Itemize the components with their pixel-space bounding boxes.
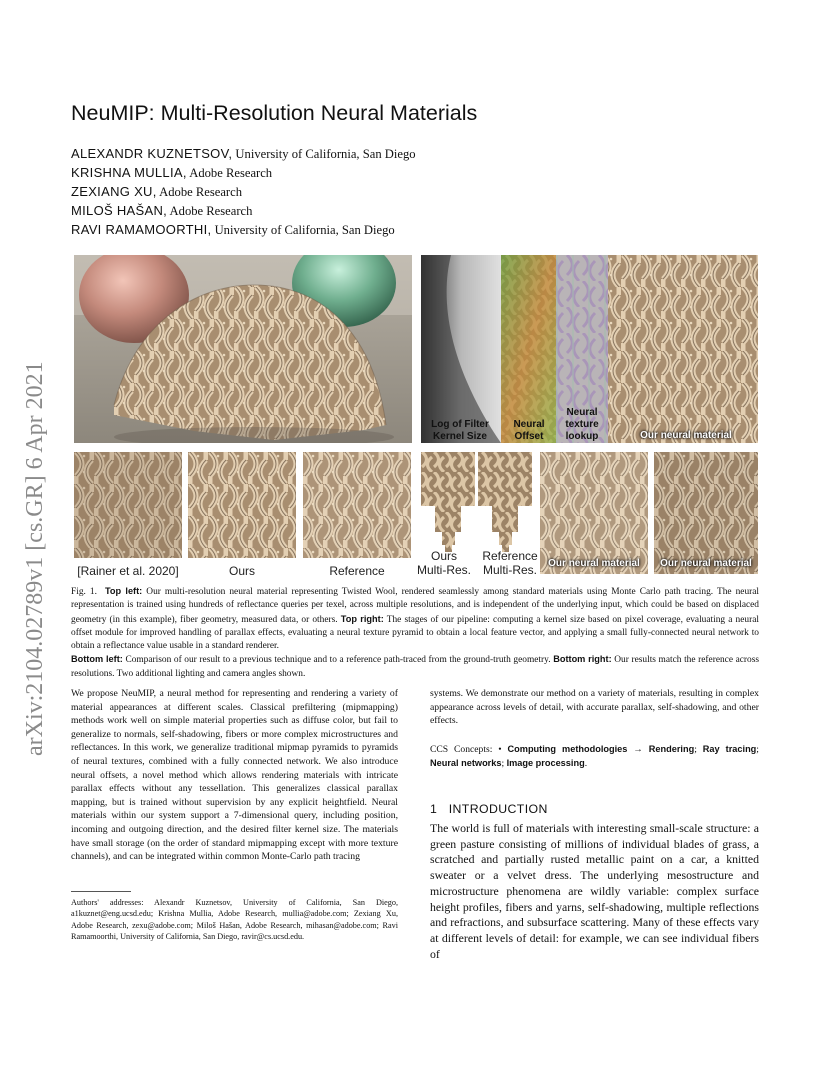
arxiv-text: arXiv:2104.02789v1 [cs.GR] 6 Apr 2021 <box>22 361 48 756</box>
render-scene <box>74 255 412 443</box>
author-affiliation: University of California, San Diego <box>214 223 395 237</box>
main-render-panel <box>74 255 412 443</box>
neural-material-label-a: Our neural material <box>548 558 640 569</box>
abstract-text: We propose NeuMIP, a neural method for representing and rendering a variety of material appearances at different scales. Classical prefiltering (mipmapping) methods work well on simple material properties such as diffuse color, but fail to generalize to normals, self-shadowing, fibers or more complex microstructures and reflectances. In this work, we generalize traditional mipmap pyramids to pyramids of neural textures, combined with a fully connected network. We also introduce neural offsets, a novel method which allows rendering materials with intricate parallax effects without any tessellation. This generalizes classical parallax mapping, but is trained without supervision by any explicit heightfield. Neural materials within our system support a 7-dimensional query, including position, incoming and outgoing direction, and the desired filter kernel size. The materials have small storage (on the order of standard mipmapping except with more texture channels), and can be integrated within common Monte-Carlo path tracing <box>71 688 398 863</box>
arxiv-identifier <box>2 298 54 758</box>
author-line <box>71 165 272 181</box>
ours-multires-label: Ours Multi-Res. <box>416 549 471 577</box>
ccs-concepts: CCS Concepts: • Computing methodologies → Rendering; Ray tracing; Neural networks; Image processing. <box>430 744 759 769</box>
caption-top-left-head: Top left: <box>105 586 143 596</box>
author-name: RAVI RAMAMOORTHI, <box>71 222 212 237</box>
caption-bottom-right-head: Bottom right: <box>553 654 612 665</box>
footnote-rule <box>71 891 131 892</box>
reference-panel <box>303 452 411 558</box>
neural-texture-label: Neural texture lookup <box>565 407 599 442</box>
figure-caption: Fig. 1. Top left: Our multi-resolution neural material representing Twisted Wool, rendered seamlessly among standard materials using Monte Carlo path tracing. The neural representation is trained using hundreds of reflectance queries per texel, across multiple resolutions, and is independent of the underlying input, which could be based on displaced geometry (in this example), fiber geometry, measured data, or others. Top right: The stages of our pipeline: computing a kernel size based on pixel coverage, evaluating a neural offset module for improved handling of parallax effects, evaluating a neural texture pyramid to obtain a local feature vector, and applying a small fully-connected neural network to obtain a reflectance value usable in a standard renderer. Bottom left: Comparison of our result to a previous technique and to a reference path-traced from the ground-truth geometry. Bottom right: Our results match the reference across resolutions. Two additional lighting and camera angles shown. <box>71 586 760 679</box>
rainer-panel <box>74 452 182 558</box>
author-name: KRISHNA MULLIA, <box>71 165 187 180</box>
caption-bottom-left-head: Bottom left: <box>71 654 123 665</box>
neural-offset-label: Neural Offset <box>513 419 545 442</box>
introduction-text: The world is full of materials with interesting small-scale structure: a green pasture consisting of millions of individual blades of grass, a scratched and partially rusted metallic paint on a car, a knitted sweater or a velvet dress. The underlying mesostructure and microstructure phenomena are wildly variable: complex surface height profiles, fibers and yarns, self-shadowing, multiple reflections and refractions, and subsurface scattering. Many of these effects vary at different levels of detail: for example, we can see individual fibers of <box>430 821 759 961</box>
ours-label: Ours <box>228 564 255 578</box>
author-line <box>71 203 252 219</box>
author-line <box>71 222 395 238</box>
rainer-label: [Rainer et al. 2020] <box>77 564 179 578</box>
section-heading-introduction: 1 INTRODUCTION <box>430 802 548 816</box>
neural-material-strip <box>608 255 758 443</box>
author-affiliation: Adobe Research <box>189 166 273 180</box>
author-addresses-footnote: Authors' addresses: Alexandr Kuznetsov, University of California, San Diego, a1kuznet@eng.ucsd.edu; Krishna Mullia, Adobe Research, mullia@adobe.com; Zexiang Xu, Adobe Research, zexu@adobe.com; Miloš Hašan, Adobe Research, mihasan@adobe.com; Ravi Ramamoorthi, University of California, San Diego, ravir@cs.ucsd.edu. <box>71 898 398 941</box>
author-line <box>71 184 242 200</box>
author-affiliation: University of California, San Diego <box>235 147 416 161</box>
neural-material-view-a <box>540 452 648 574</box>
author-affiliation: Adobe Research <box>169 204 253 218</box>
neural-material-label: Our neural material <box>640 430 732 441</box>
reference-label: Reference <box>329 564 385 578</box>
paper-title: NeuMIP: Multi-Resolution Neural Materials <box>71 101 478 125</box>
pipeline-panel <box>421 255 758 443</box>
multires-pyramids <box>421 452 533 552</box>
ours-panel <box>188 452 296 558</box>
author-name: ZEXIANG XU, <box>71 184 157 199</box>
author-affiliation: Adobe Research <box>159 185 242 199</box>
neural-material-view-b <box>654 452 758 574</box>
author-name: ALEXANDR KUZNETSOV, <box>71 146 233 161</box>
neural-material-label-b: Our neural material <box>660 558 752 569</box>
author-line <box>71 146 416 162</box>
abstract-continuation: systems. We demonstrate our method on a variety of materials, resulting in complex appearance across levels of detail, with accurate parallax, self-shadowing, and other effects. <box>430 688 759 727</box>
reference-multires-label: Reference Multi-Res. <box>482 549 538 577</box>
author-name: MILOŠ HAŠAN, <box>71 203 168 218</box>
caption-top-right-head: Top right: <box>340 613 384 624</box>
filter-kernel-label: Log of Filter Kernel Size <box>431 419 489 442</box>
figure-number: Fig. 1. <box>71 587 97 597</box>
